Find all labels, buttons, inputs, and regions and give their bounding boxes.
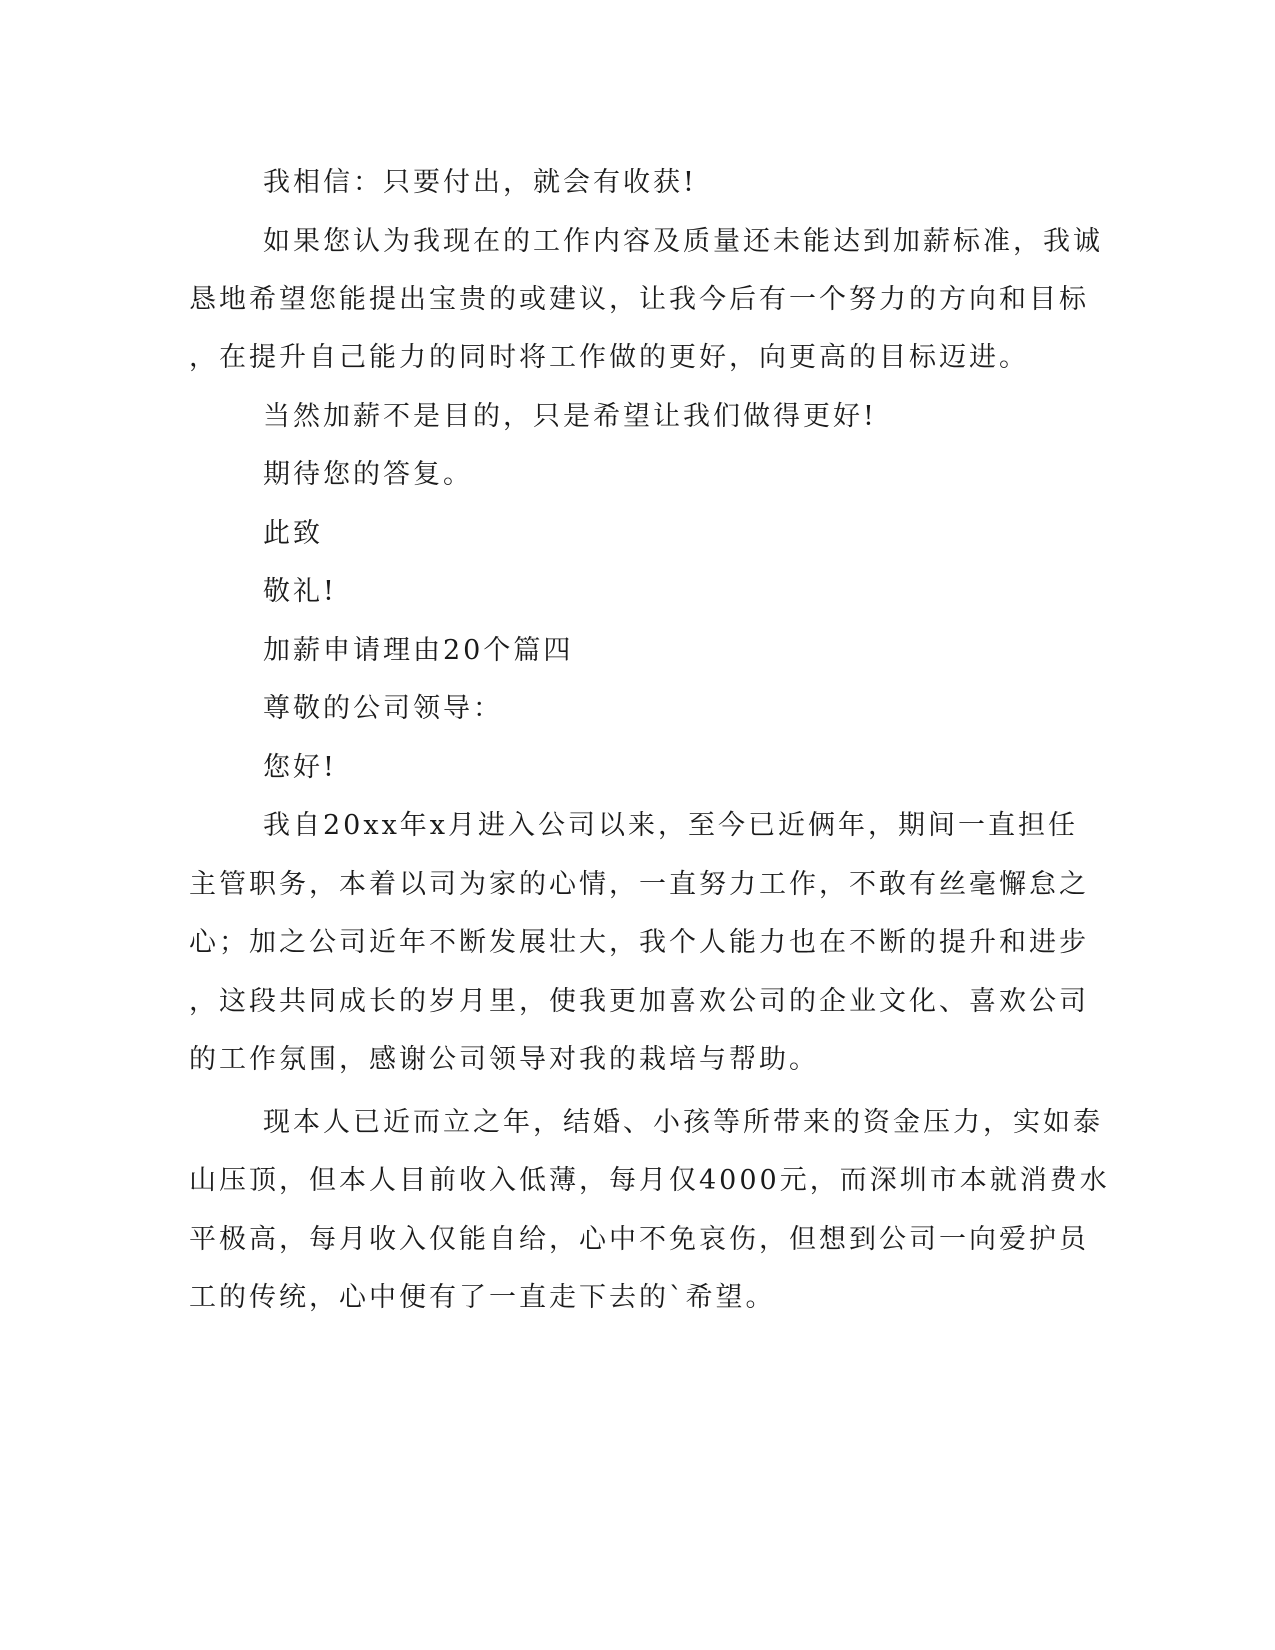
paragraph-line: 现本人已近而立之年，结婚、小孩等所带来的资金压力，实如泰 (263, 1107, 1103, 1138)
paragraph-line: 敬礼! (263, 576, 337, 607)
paragraph-line: 主管职务，本着以司为家的心情，一直努力工作，不敢有丝毫懈怠之 (189, 869, 1089, 900)
section-heading: 加薪申请理由20个篇四 (263, 635, 574, 666)
paragraph-line: 当然加薪不是目的，只是希望让我们做得更好! (263, 401, 877, 432)
paragraph-line: 我自20xx年x月进入公司以来，至今已近俩年，期间一直担任 (263, 810, 1079, 841)
paragraph-line: 山压顶，但本人目前收入低薄，每月仅4000元，而深圳市本就消费水 (189, 1165, 1110, 1196)
salutation: 尊敬的公司领导： (263, 693, 503, 724)
paragraph-line: 平极高，每月收入仅能自给，心中不免哀伤，但想到公司一向爱护员 (189, 1224, 1089, 1255)
greeting: 您好! (263, 752, 337, 783)
paragraph-line: 恳地希望您能提出宝贵的或建议，让我今后有一个努力的方向和目标 (189, 284, 1089, 315)
paragraph-line: 心；加之公司近年不断发展壮大，我个人能力也在不断的提升和进步 (189, 927, 1089, 958)
paragraph-line: ，在提升自己能力的同时将工作做的更好，向更高的目标迈进。 (189, 342, 1029, 373)
paragraph-line: 的工作氛围，感谢公司领导对我的栽培与帮助。 (189, 1044, 819, 1075)
paragraph-line: 此致 (263, 518, 323, 549)
paragraph-line: 期待您的答复。 (263, 459, 473, 490)
paragraph-line: 工的传统，心中便有了一直走下去的`希望。 (189, 1282, 776, 1313)
paragraph-line: ，这段共同成长的岁月里，使我更加喜欢公司的企业文化、喜欢公司 (189, 986, 1089, 1017)
paragraph-line: 如果您认为我现在的工作内容及质量还未能达到加薪标准，我诚 (263, 226, 1103, 257)
paragraph-line: 我相信：只要付出，就会有收获! (263, 167, 697, 198)
